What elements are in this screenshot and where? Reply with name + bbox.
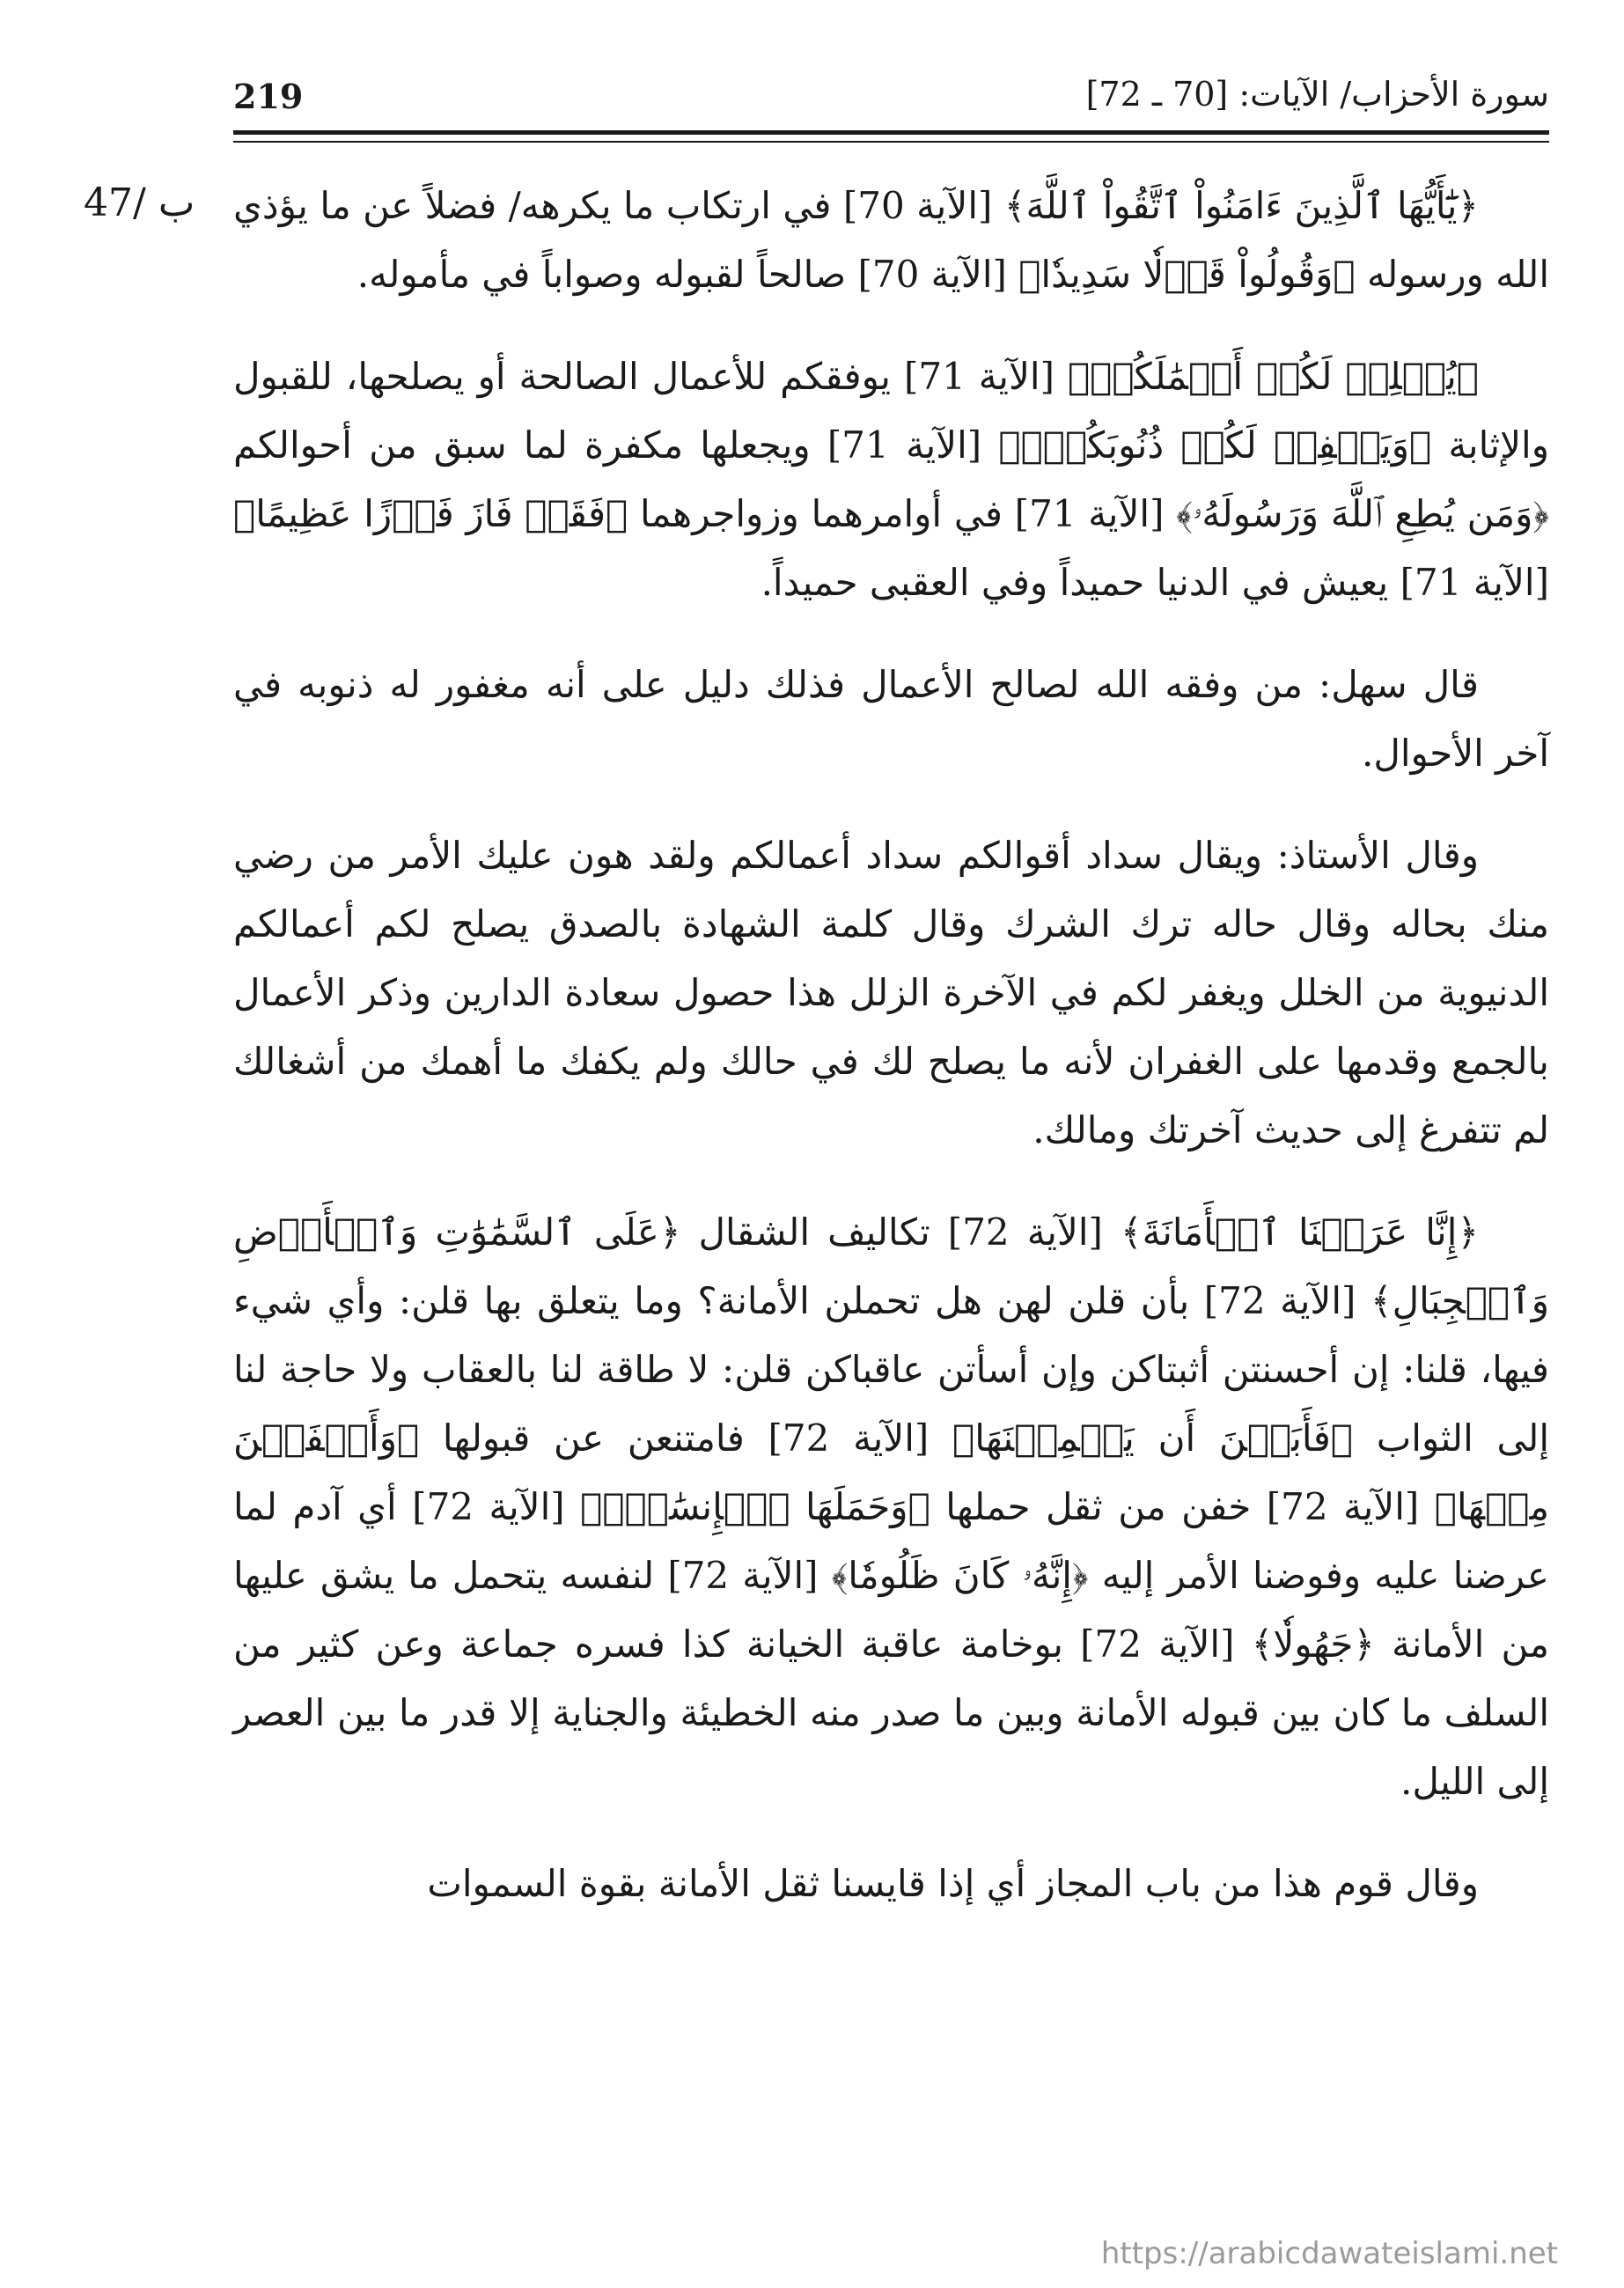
margin-folio-note: 47/ ب: [84, 180, 195, 225]
paragraph-sahl: قال سهل: من وفقه الله لصالح الأعمال فذلك دليل على أنه مغفور له ذنوبه في آخر الأحوال.: [233, 663, 1549, 775]
running-title: سورة الأحزاب/ الآيات: [70 ـ 72]: [1085, 75, 1549, 114]
body-text: [233, 172, 1549, 1952]
paragraph-verse-71: ﴿يُصۡلِحۡ لَكُمۡ أَعۡمَٰلَكُمۡ﴾ [الآية 71] يوفقكم للأعمال الصالحة أو يصلحها، للقبول والإثابة ﴿وَيَغۡفِرۡ لَكُمۡ ذُنُوبَكُمۡۗ﴾ [الآية 71] ويجعلها مكفرة لما سبق من أحوالكم ﴿وَمَن يُطِعِ ٱللَّهَ وَرَسُولَهُۥ﴾ [الآية 71] في أوامرهما وزواجرهما ﴿فَقَدۡ فَازَ فَوۡزًا عَظِيمًا﴾ [الآية 71] يعيش في الدنيا حميداً وفي العقبى حميداً.: [233, 355, 1549, 604]
page-number: 219: [233, 77, 304, 116]
paragraph-verse-72: ﴿إِنَّا عَرَضۡنَا ٱلۡأَمَانَةَ﴾ [الآية 72] تكاليف الشقال ﴿عَلَى ٱلسَّمَٰوَٰتِ وَٱلۡأَرۡضِ وَٱلۡجِبَالِ﴾ [الآية 72] بأن قلن لهن هل تحملن الأمانة؟ وما يتعلق بها قلن: وأي شيء فيها، قلنا: إن أحسنتن أثبتاكن وإن أسأتن عاقباكن قلن: لا طاقة لنا بالعقاب ولا حاجة لنا إلى الثواب ﴿فَأَبَيۡنَ أَن يَحۡمِلۡنَهَا﴾ [الآية 72] فامتنعن عن قبولها ﴿وَأَشۡفَقۡنَ مِنۡهَا﴾ [الآية 72] خفن من ثقل حملها ﴿وَحَمَلَهَا ٱلۡإِنسَٰنُۖ﴾ [الآية 72] أي آدم لما عرضنا عليه وفوضنا الأمر إليه ﴿إِنَّهُۥ كَانَ ظَلُومٗا﴾ [الآية 72] لنفسه يتحمل ما يشق عليها من الأمانة ﴿جَهُولٗا﴾ [الآية 72] بوخامة عاقبة الخيانة كذا فسره جماعة وعن كثير من السلف ما كان بين قبوله الأمانة وبين ما صدر منه الخطيئة والجناية إلا قدر ما بين العصر إلى الليل.: [233, 1210, 1550, 1803]
paragraph-majaz: وقال قوم هذا من باب المجاز أي إذا قايسنا ثقل الأمانة بقوة السموات: [427, 1862, 1479, 1905]
paragraph-verse-70: ﴿يَٰٓأَيُّهَا ٱلَّذِينَ ءَامَنُواْ ٱتَّقُواْ ٱللَّهَ﴾ [الآية 70] في ارتكاب ما يكرهه/ فضلاً عن ما يؤذي الله ورسوله ﴿وَقُولُواْ قَوۡلٗا سَدِيدٗا﴾ [الآية 70] صالحاً لقبوله وصواباً في مأموله.: [233, 184, 1549, 296]
header-rule-thin: [233, 141, 1549, 143]
header-rule-thick: [233, 130, 1549, 135]
page-header: [233, 75, 1549, 128]
paragraph-ustadh: وقال الأستاذ: ويقال سداد أقوالكم سداد أعمالكم ولقد هون عليك الأمر من رضي منك بحاله وقال حاله ترك الشرك وقال كلمة الشهادة بالصدق يصلح لكم أعمالكم الدنيوية من الخلل ويغفر لكم في الآخرة الزلل هذا حصول سعادة الدارين وذكر الأعمال بالجمع وقدمها على الغفران لأنه ما يصلح لك في حالك ولم يكفك ما أهمك من أشغالك لم تتفرغ إلى حديث آخرتك ومالك.: [233, 834, 1549, 1151]
watermark-url: https://arabicdawateislami.net: [1100, 2236, 1558, 2271]
